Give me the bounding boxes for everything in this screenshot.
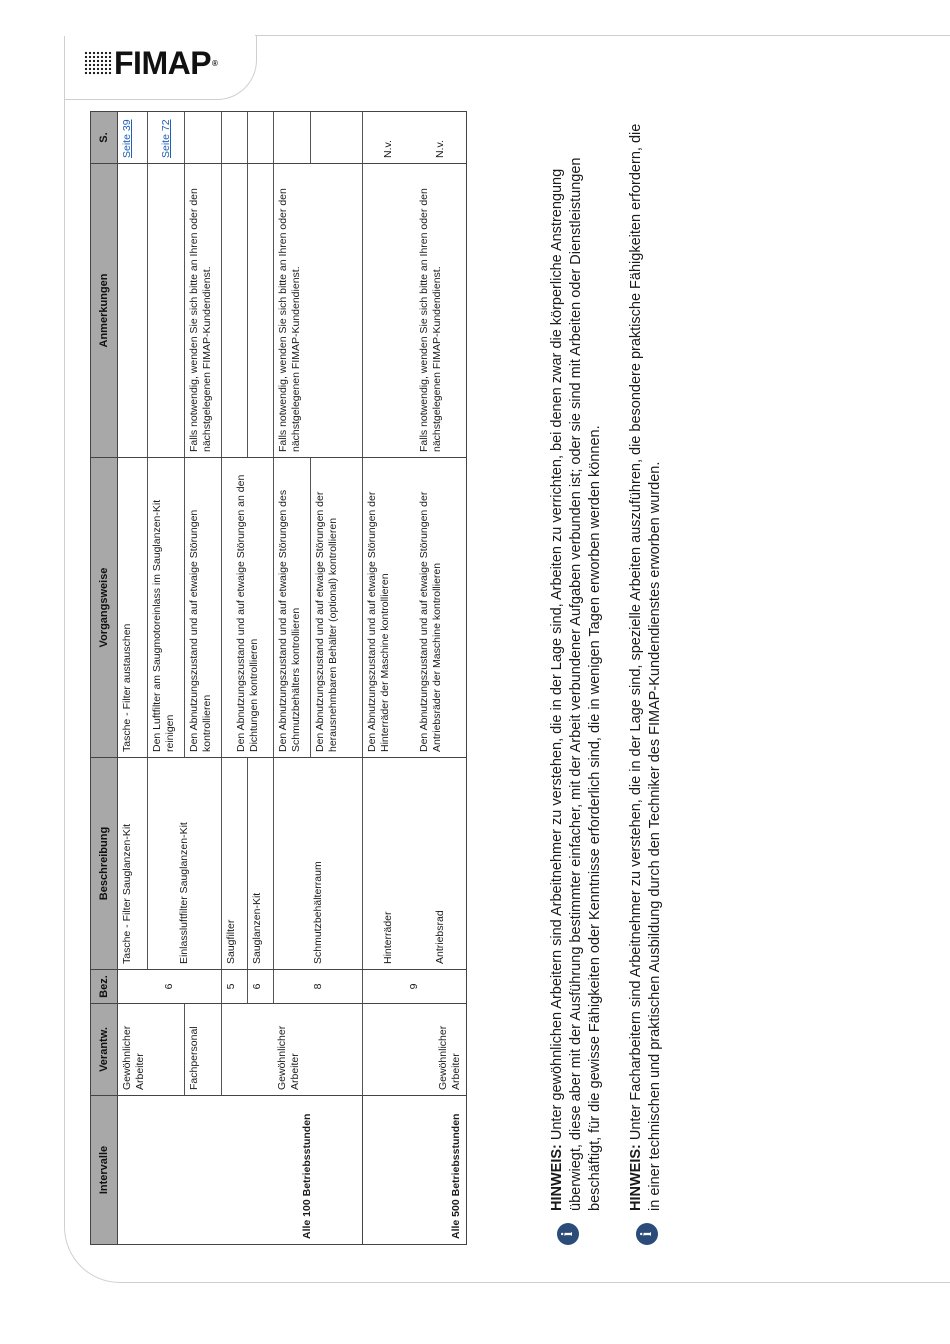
vorgang-cell: Den Abnutzungszustand und auf etwaige Störungen der Antriebsräder der Maschine kontrollieren: [415, 458, 467, 758]
logo-registered: ®: [212, 58, 218, 68]
table-row: [118, 112, 148, 1245]
note-label: HINWEIS:: [549, 1144, 565, 1211]
seite-link[interactable]: Seite 72: [159, 119, 172, 158]
bez-cell: 6: [118, 970, 222, 1004]
anmerkung-cell: [248, 164, 274, 458]
seite-cell: N.v.: [415, 112, 467, 164]
table-row: [185, 112, 222, 1245]
table-row: [363, 112, 415, 1245]
seite-cell: [118, 112, 148, 164]
seite-cell: [248, 112, 274, 164]
seite-cell: [274, 112, 311, 164]
logo-text: FIMAP: [114, 44, 212, 81]
vorgang-cell: Tasche - Filter austauschen: [118, 458, 148, 758]
note-text: [627, 111, 665, 1211]
bez-cell: 5: [222, 970, 248, 1004]
vorgang-cell: Den Abnutzungszustand und auf etwaige Störungen an den Dichtungen kontrollieren: [222, 458, 274, 758]
beschreibung-cell: Schmutzbehälterraum: [274, 758, 363, 970]
rotated-content: [90, 110, 665, 1245]
seite-cell: [185, 112, 222, 164]
verantw-gewoehnlich: Gewöhnlicher Arbeiter: [118, 1004, 185, 1096]
info-icon: i: [557, 1223, 579, 1245]
seite-cell: [148, 112, 185, 164]
beschreibung-cell: Tasche - Filter Sauglanzen-Kit: [118, 758, 148, 970]
beschreibung-cell: Saugfilter: [222, 758, 248, 970]
anmerkung-cell: [222, 164, 248, 458]
col-intervalle: Intervalle: [91, 1096, 118, 1245]
verantw-gewoehnlich: Gewöhnlicher Arbeiter: [363, 1004, 467, 1096]
bez-cell: 9: [363, 970, 467, 1004]
note-body: Unter gewöhnlichen Arbeitern sind Arbeitnehmer zu verstehen, die in der Lage sind, Arbeiten zu verrichten, bei denen zwar die körperliche Anstrengung überwiegt, diese aber mit der Ausführung bestimmter einfacher, mit der Arbeit verbundener Aufgaben verbunden ist; oder sie sind mit Arbeiten oder Dienstleistungen beschäftigt, für die gewisse Fähigkeiten oder Kenntnisse erforderlich sind, die in wenigen Tagen erworben werden können.: [549, 157, 603, 1211]
maintenance-table: [90, 111, 467, 1245]
fimap-logo: [84, 46, 217, 80]
bez-cell: 6: [248, 970, 274, 1004]
seite-cell: N.v.: [363, 112, 415, 164]
interval-500: Alle 500 Betriebsstunden: [363, 1096, 467, 1245]
anmerkung-cell: Falls notwendig, wenden Sie sich bitte an Ihren oder den nächstgelegenen FIMAP-Kundendienst.: [274, 164, 363, 458]
beschreibung-cell: Hinterräder: [363, 758, 415, 970]
beschreibung-cell: Antriebsrad: [415, 758, 467, 970]
anmerkung-cell: [148, 164, 185, 458]
col-seite: S.: [91, 112, 118, 164]
seite-cell: [222, 112, 248, 164]
seite-cell: [311, 112, 363, 164]
logo-dots-icon: [84, 51, 112, 75]
table-row: [222, 112, 248, 1245]
info-icon: i: [636, 1223, 658, 1245]
vorgang-cell: Den Abnutzungszustand und auf etwaige Störungen des Schmutzbehälters kontrollieren: [274, 458, 311, 758]
verantw-gewoehnlich: Gewöhnlicher Arbeiter: [222, 1004, 363, 1096]
note-label: HINWEIS:: [628, 1144, 644, 1211]
col-verantw: Verantw.: [91, 1004, 118, 1096]
vorgang-cell: Den Abnutzungszustand und auf etwaige Störungen der herausnehmbaren Behälter (optional) kontrollieren: [311, 458, 363, 758]
col-beschreibung: Beschreibung: [91, 758, 118, 970]
vorgang-cell: Den Abnutzungszustand und auf etwaige Störungen kontrollieren: [185, 458, 222, 758]
col-anmerkungen: Anmerkungen: [91, 164, 118, 458]
anmerkung-cell: [118, 164, 148, 458]
anmerkung-cell: [363, 164, 415, 458]
note-body: Unter Facharbeitern sind Arbeitnehmer zu verstehen, die in der Lage sind, spezielle Arbeiten auszuführen, die besondere praktische Fähigkeiten erfordern, die in einer technischen und praktischen Ausbildung durch den Techniker des FIMAP-Kundendienstes erworben wurden.: [628, 123, 663, 1211]
table-header: [91, 112, 118, 1245]
anmerkung-cell: Falls notwendig, wenden Sie sich bitte an Ihren oder den nächstgelegenen FIMAP-Kundendienst.: [185, 164, 222, 458]
vorgang-cell: Den Abnutzungszustand und auf etwaige Störungen der Hinterräder der Maschine kontrollieren: [363, 458, 415, 758]
note-text: [548, 111, 605, 1211]
vorgang-cell: Den Luftfilter am Saugmotoreinlass im Sauglanzen-Kit reinigen: [148, 458, 185, 758]
col-bez: Bez.: [91, 970, 118, 1004]
interval-100: Alle 100 Betriebsstunden: [118, 1096, 363, 1245]
anmerkung-cell: Falls notwendig, wenden Sie sich bitte an Ihren oder den nächstgelegenen FIMAP-Kundendienst.: [415, 164, 467, 458]
col-vorgangsweise: Vorgangsweise: [91, 458, 118, 758]
verantw-fachpersonal: Fachpersonal: [185, 1004, 222, 1096]
beschreibung-cell: Einlassluftfilter Sauglanzen-Kit: [148, 758, 222, 970]
bez-cell: 8: [274, 970, 363, 1004]
beschreibung-cell: Sauglanzen-Kit: [248, 758, 274, 970]
seite-link[interactable]: Seite 39: [121, 119, 133, 158]
